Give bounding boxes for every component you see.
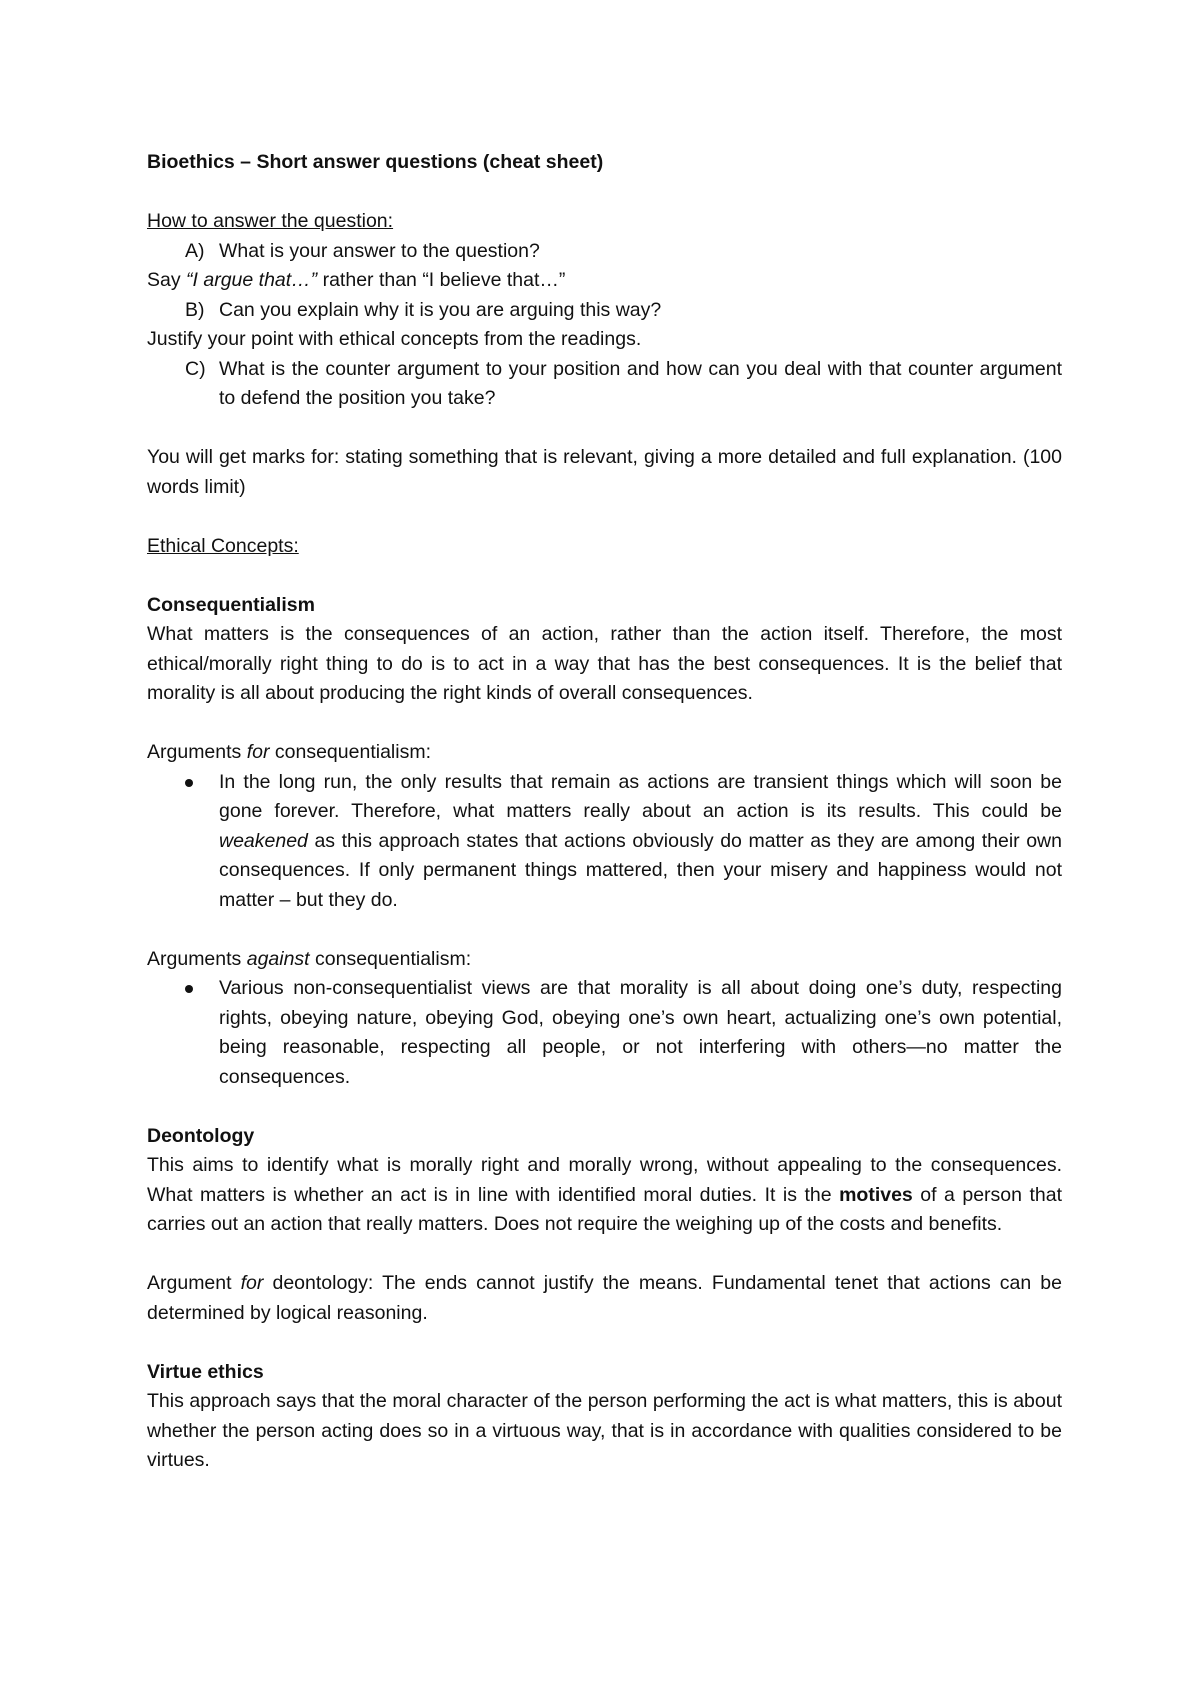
- bullet-text-part: as this approach states that actions obviously do matter as they are among their own consequences. If only permanent things mattered, then your misery and happiness would not matter – but they do.: [219, 829, 1062, 911]
- list-text-a: What is your answer to the question?: [219, 239, 540, 262]
- deontology-heading: Deontology: [147, 1124, 255, 1147]
- deontology-argument-suffix: deontology: The ends cannot justify the means. Fundamental tenet that actions can be determined by logical reasoning.: [147, 1272, 1062, 1324]
- arguments-for-suffix: consequentialism:: [269, 741, 431, 763]
- arguments-against-heading: [147, 945, 1062, 975]
- arguments-for-prefix: Arguments: [147, 741, 247, 763]
- arguments-against-suffix: consequentialism:: [309, 947, 472, 970]
- say-line: [147, 266, 1062, 296]
- bullet-text-part: In the long run, the only results that remain as actions are transient things which will soon be gone forever. Therefore, what matters really about an action is its results. This could be: [219, 770, 1062, 822]
- list-text-b: Can you explain why it is you are arguing this way?: [219, 298, 662, 321]
- document-title: Bioethics – Short answer questions (cheat sheet): [147, 151, 604, 173]
- deontology-text-bold: motives: [839, 1183, 913, 1206]
- bullet-icon: [185, 779, 193, 787]
- list-item: [147, 768, 1062, 916]
- say-prefix: Say: [147, 269, 187, 291]
- list-item-c: [147, 355, 1062, 414]
- list-item-a: [147, 237, 1062, 267]
- list-marker-a: A): [185, 239, 205, 262]
- virtue-ethics-heading: Virtue ethics: [147, 1360, 264, 1383]
- justify-line: Justify your point with ethical concepts from the readings.: [147, 328, 642, 350]
- list-marker-c: C): [185, 357, 206, 380]
- list-marker-b: B): [185, 298, 205, 321]
- deontology-text-part: of a person that carries out an action that really matters. Does not require the weighing up of the costs and benefits.: [147, 1183, 1062, 1235]
- deontology-argument: [147, 1269, 1062, 1328]
- bullet-text-italic: weakened: [219, 829, 308, 852]
- deontology-argument-italic: for: [240, 1272, 264, 1294]
- deontology-argument-prefix: Argument: [147, 1272, 241, 1294]
- deontology-description: [147, 1151, 1062, 1240]
- list-item: [147, 974, 1062, 1092]
- virtue-ethics-description: This approach says that the moral character of the person performing the act is what matters, this is about whether the person acting does so in a virtuous way, that is in accordance with qualities considered to be virtues.: [147, 1390, 1062, 1471]
- document-page: [147, 148, 1062, 1476]
- say-suffix: rather than “I believe that…”: [317, 269, 566, 291]
- arguments-for-bullet: [219, 768, 1062, 916]
- list-item-b: [147, 296, 1062, 326]
- arguments-against-italic: against: [246, 947, 310, 970]
- say-italic: “I argue that…”: [186, 269, 318, 291]
- consequentialism-description: What matters is the consequences of an action, rather than the action itself. Therefore, the most ethical/morally right thing to do is to act in a way that has the best consequences. It is the belief that morality is all about producing the right kinds of overall consequences.: [147, 623, 1062, 704]
- arguments-against-bullet: Various non-consequentialist views are that morality is all about doing one’s duty, respecting rights, obeying nature, obeying God, obeying one’s own heart, actualizing one’s own potential, being reasonable, respecting all people, or not interfering with others—no matter the consequences.: [219, 977, 1062, 1088]
- arguments-for-italic: for: [246, 741, 270, 763]
- concepts-heading: Ethical Concepts:: [147, 534, 299, 557]
- deontology-text-part: This aims to identify what is morally right and morally wrong, without appealing to the consequences. What matters is whether an act is in line with identified moral duties. It is the: [147, 1154, 1062, 1206]
- bullet-icon: [185, 985, 193, 993]
- arguments-against-prefix: Arguments: [147, 947, 247, 970]
- consequentialism-heading: Consequentialism: [147, 593, 315, 616]
- how-to-heading: How to answer the question:: [147, 210, 394, 232]
- arguments-for-heading: [147, 738, 1062, 768]
- list-text-c: What is the counter argument to your position and how can you deal with that counter argument to defend the position you take?: [219, 357, 1062, 409]
- marks-paragraph: You will get marks for: stating something that is relevant, giving a more detailed and full explanation. (100 words limit): [147, 446, 1062, 498]
